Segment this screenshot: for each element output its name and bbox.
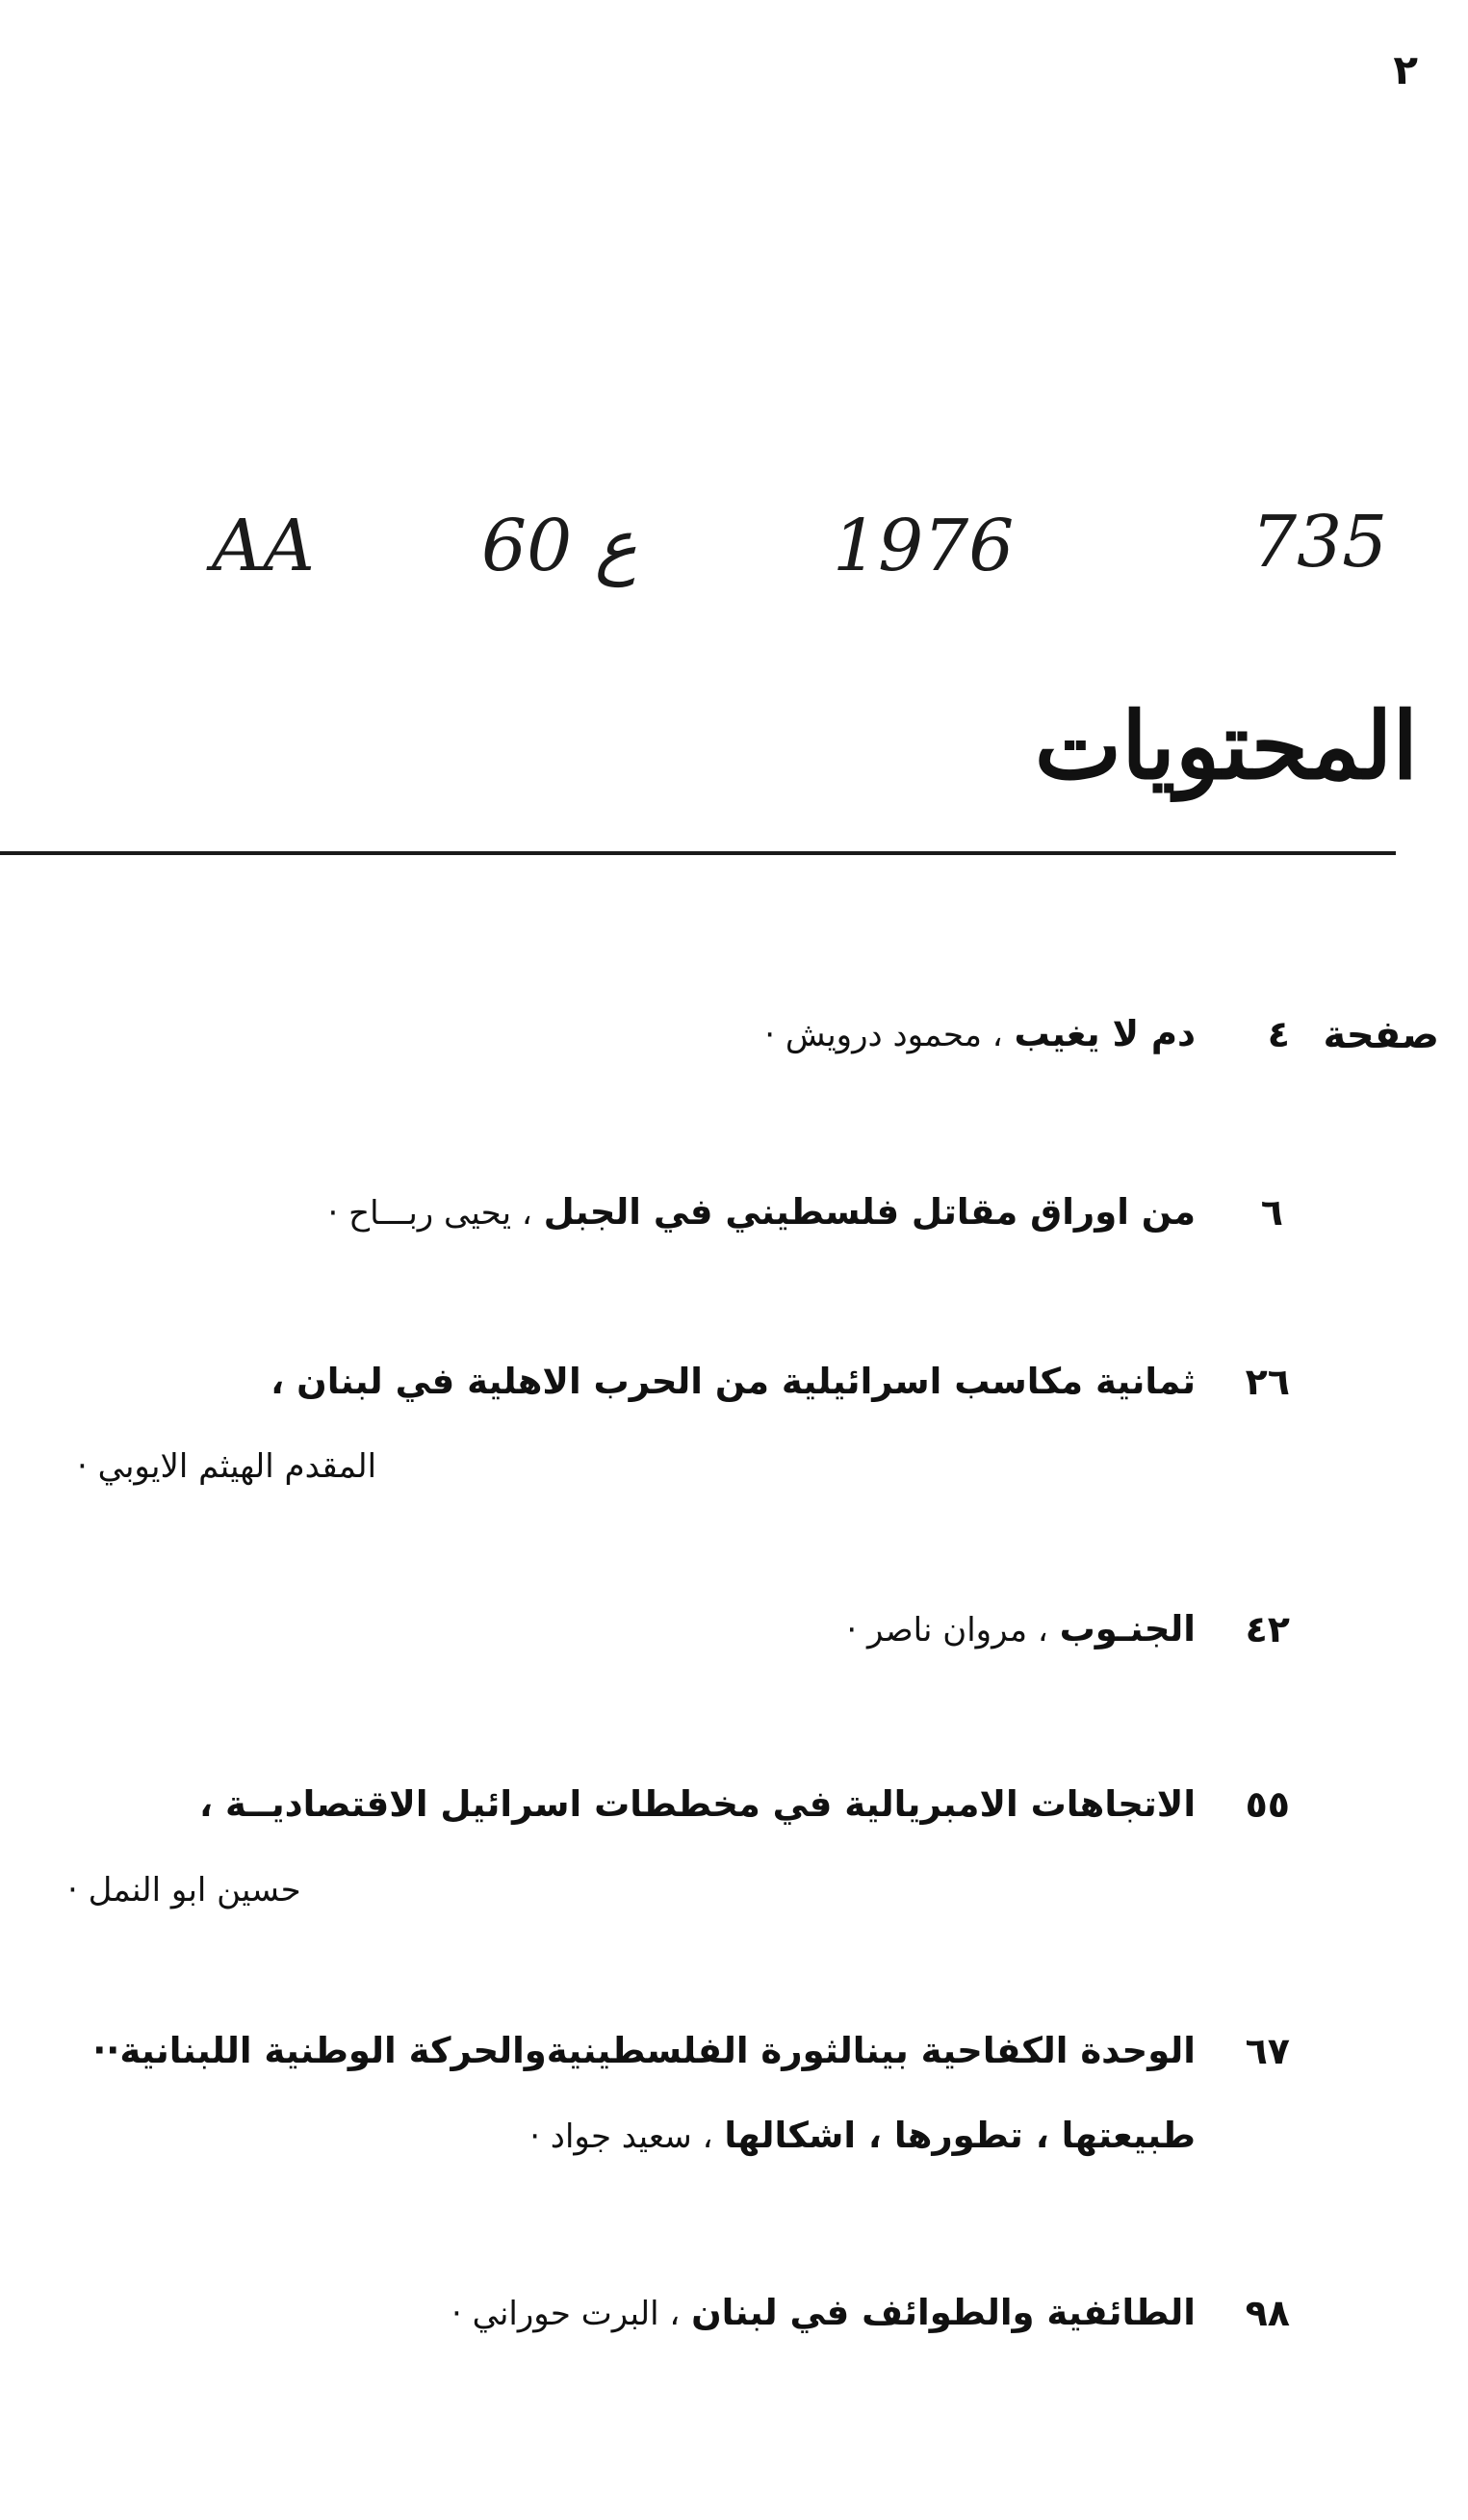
- entry-subtitle: طبيعتها ، تطورها ، اشكالها: [724, 2115, 1196, 2156]
- entry-page-number: ٥٥: [1245, 1783, 1290, 1826]
- handwritten-code: AA: [212, 505, 315, 587]
- entry-author: ، سعيد جواد ·: [529, 2117, 713, 2156]
- entry-page-number: ٤: [1267, 1013, 1290, 1055]
- entry-page-number: ٢٦: [1245, 1361, 1290, 1403]
- entry-author: ، محمود درويش ·: [764, 1016, 1003, 1054]
- entry-author: ، مروان ناصر ·: [846, 1611, 1048, 1650]
- entry-author: المقدم الهيثم الايوبي ·: [77, 1447, 377, 1486]
- entry-page-number: ٦: [1260, 1191, 1283, 1234]
- entry-title: من اوراق مقاتل فلسطيني في الجبل: [543, 1191, 1196, 1233]
- contents-title: المحتويات: [1034, 691, 1418, 800]
- entry-author: ، يحيى ربـــاح ·: [327, 1194, 532, 1233]
- entry-author: حسين ابو النمل ·: [67, 1871, 301, 1909]
- entry-line: [846, 1608, 1196, 1650]
- entry-line: [451, 2292, 1196, 2334]
- entry-line: [92, 2030, 1196, 2072]
- entry-author-line: [77, 1444, 376, 1487]
- page-number: ٢: [1393, 46, 1418, 93]
- title-divider: [0, 851, 1396, 855]
- entry-page-number: ٩٨: [1245, 2292, 1290, 2334]
- handwritten-number: 735: [1251, 501, 1388, 584]
- entry-title: الاتجاهات الامبريالية في مخططات اسرائيل الاقتصاديــة ،: [199, 1783, 1196, 1825]
- entry-line: [199, 1783, 1196, 1826]
- entry-title: دم لا يغيب: [1014, 1013, 1196, 1054]
- entry-line: [270, 1361, 1196, 1403]
- entry-line: [764, 1013, 1196, 1055]
- entry-title: الوحدة الكفاحية بينالثورة الفلسطينيةوالحركة الوطنية اللبنانية··: [92, 2030, 1196, 2071]
- entry-line: [529, 2115, 1196, 2157]
- entry-title: الجنـوب: [1059, 1608, 1196, 1650]
- entry-line: [328, 1191, 1196, 1234]
- entry-title: الطائفية والطوائف في لبنان: [691, 2292, 1196, 2333]
- entry-page-number: ٤٢: [1245, 1608, 1290, 1650]
- page-label: صفحة: [1323, 1013, 1439, 1057]
- entry-page-number: ٦٧: [1245, 2030, 1290, 2072]
- handwritten-year: 1976: [833, 505, 1015, 587]
- entry-author: ، البرت حوراني ·: [451, 2295, 681, 2333]
- entry-author-line: [67, 1868, 301, 1910]
- entry-title: ثمانية مكاسب اسرائيلية من الحرب الاهلية في لبنان ،: [270, 1361, 1196, 1402]
- handwritten-volume: 60 ع: [481, 505, 637, 587]
